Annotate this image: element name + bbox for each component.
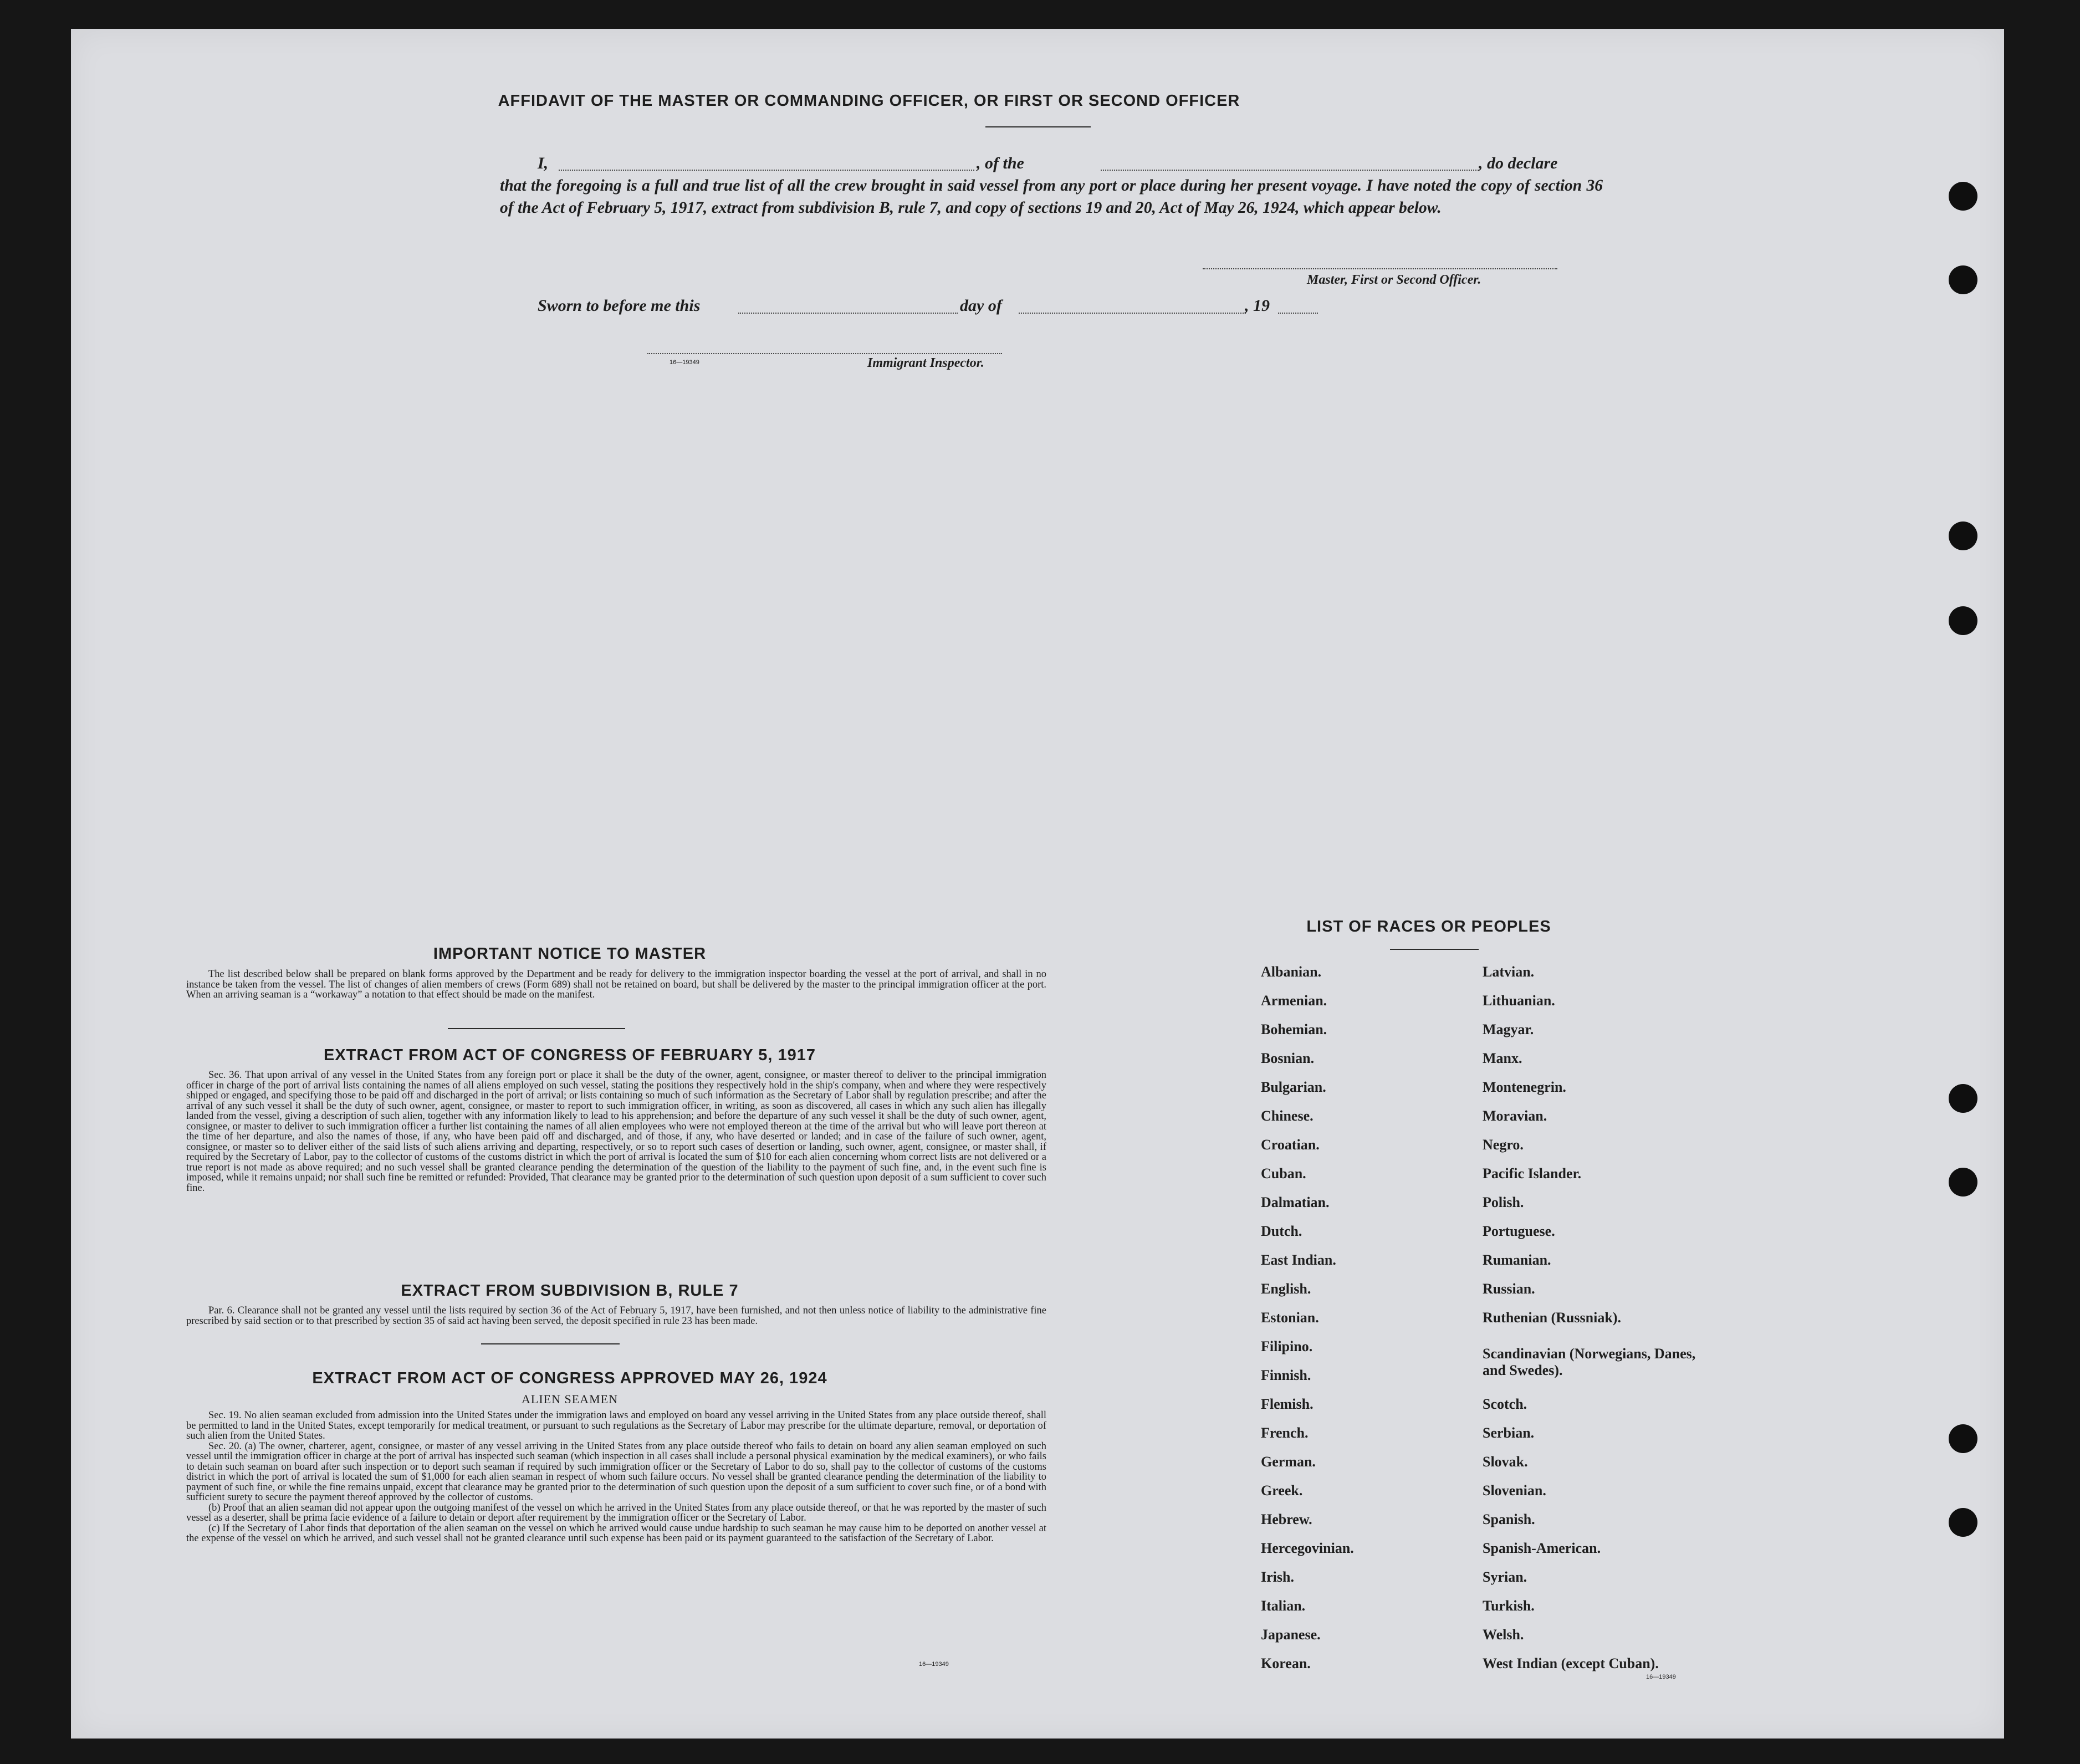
race-item: Moravian.	[1483, 1108, 1547, 1124]
race-item: Hercegovinian.	[1261, 1540, 1354, 1556]
section-20b-paragraph: (b) Proof that an alien seaman did not appear upon the outgoing manifest of the vessel on which he arrived in the United States from any place outside thereof, or that he was reported by the master of such vessel as a deserter, shall be prima facie evidence of a failure to detain or deport after requirement by the immigration officer or the Secretary of Labor.	[186, 1502, 1046, 1523]
race-item: Finnish.	[1261, 1367, 1311, 1383]
race-item: Scotch.	[1483, 1396, 1527, 1412]
affidavit-line1-start: I,	[538, 154, 549, 172]
race-item: Rumanian.	[1483, 1252, 1551, 1268]
race-item: Italian.	[1261, 1598, 1306, 1614]
affidavit-title: AFFIDAVIT OF THE MASTER OR COMMANDING OFFICER, OR FIRST OR SECOND OFFICER	[498, 92, 1240, 110]
paragraph-6: Par. 6. Clearance shall not be granted any vessel until the lists required by section 36 of the Act of February 5, 1917, have been furnished, and not then unless notice of liability to the administrative fine prescribed by said section or to that prescribed by section 35 of said act having been served, the deposit specified in rule 23 has been made.	[186, 1305, 1046, 1327]
binder-hole	[1949, 1084, 1977, 1113]
race-item: Dutch.	[1261, 1223, 1302, 1239]
race-item: Hebrew.	[1261, 1511, 1312, 1527]
race-item: West Indian (except Cuban).	[1483, 1655, 1659, 1671]
form-number: 16—19349	[1646, 1674, 1676, 1680]
race-item: Bohemian.	[1261, 1021, 1327, 1037]
race-item: Chinese.	[1261, 1108, 1314, 1124]
divider	[985, 126, 1091, 127]
master-signature-label: Master, First or Second Officer.	[1307, 273, 1481, 287]
race-item: Albanian.	[1261, 964, 1322, 980]
race-item: German.	[1261, 1454, 1316, 1470]
race-item: Bosnian.	[1261, 1050, 1315, 1066]
binder-hole	[1949, 182, 1977, 211]
race-item: Spanish.	[1483, 1511, 1535, 1527]
race-item: Scandinavian (Norwegians, Danes, and Swedes).	[1483, 1346, 1696, 1378]
race-item: Ruthenian (Russniak).	[1483, 1310, 1621, 1326]
vessel-name-field[interactable]	[1101, 170, 1479, 171]
race-item: Croatian.	[1261, 1137, 1320, 1153]
declarant-name-field[interactable]	[559, 170, 974, 171]
sworn-day-field[interactable]	[738, 313, 958, 314]
race-item: Welsh.	[1483, 1627, 1524, 1643]
race-item: Spanish-American.	[1483, 1540, 1601, 1556]
section-36-paragraph: Sec. 36. That upon arrival of any vessel in the United States from any foreign port or place it shall be the duty of the owner, agent, consignee, or master thereof to deliver to the principal immigration officer in charge of the port of arrival lists containing the names of all aliens employed on such vessel, stating the positions they respectively hold in the ship's company, when and where they were respectively shipped or engaged, and specifying those to be paid off and discharged in the port of arrival; or lists containing so much of such information as the Secretary of Labor shall by regulation prescribe; and after the arrival of any such vessel it shall be the duty of such owner, agent, consignee, or master to report to such immigration officer, in writing, as soon as discovered, all cases in which any such alien has illegally landed from the vessel, giving a description of such alien, together with any information likely to lead to his apprehension; and before the departure of any such vessel it shall be the duty of such owner, agent, consignee, or master to deliver to such immigration officer a further list containing the names of all alien employees who were not employed thereon at the time of the arrival but who will leave port thereon at the time of her departure, and also the names of those, if any, who have been paid off and discharged, and of those, if any, who have deserted or landed; and in case of the failure of such owner, agent, consignee, or master so to deliver either of the said lists of such aliens arriving and departing, respectively, or so to report such cases of desertion or landing, such owner, agent, consignee, or master shall, if required by the Secretary of Labor, pay to the collector of customs of the customs district in which the port of arrival is located the sum of $10 for each alien concerning whom correct lists are not delivered or a true report is not made as above required; and no such vessel shall be granted clearance pending the determination of the question of the liability to the payment of such fine, and, in the event such fine is imposed, while it remains unpaid; nor shall such fine be remitted or refunded: Provided, That clearance may be granted prior to the determination of such question upon deposit of a sum sufficient to cover such fine.	[186, 1070, 1046, 1194]
race-item: Armenian.	[1261, 993, 1327, 1009]
affidavit-line1-mid: , of the	[977, 154, 1024, 172]
binder-hole	[1949, 1168, 1977, 1197]
sworn-end: , 19	[1245, 296, 1270, 315]
binder-hole	[1949, 1424, 1977, 1453]
race-item: Korean.	[1261, 1655, 1311, 1671]
race-item: Cuban.	[1261, 1165, 1306, 1182]
divider	[481, 1343, 620, 1344]
extract-rule7-title: EXTRACT FROM SUBDIVISION B, RULE 7	[401, 1282, 739, 1300]
binder-hole	[1949, 265, 1977, 294]
race-item: Montenegrin.	[1483, 1079, 1566, 1095]
extract-rule7-text	[186, 1306, 1046, 1326]
extract-1917-text	[186, 1070, 1046, 1193]
race-item: Pacific Islander.	[1483, 1165, 1582, 1182]
races-title: LIST OF RACES OR PEOPLES	[1306, 918, 1551, 935]
alien-seamen-subtitle: ALIEN SEAMEN	[522, 1392, 618, 1406]
race-item: Filipino.	[1261, 1338, 1313, 1354]
extract-1924-title: EXTRACT FROM ACT OF CONGRESS APPROVED MAY 26, 1924	[312, 1369, 827, 1387]
sworn-year-field[interactable]	[1278, 313, 1318, 314]
extract-1924-text	[186, 1410, 1046, 1544]
notice-text	[186, 969, 1046, 1000]
document-page	[71, 29, 2004, 1739]
section-19-paragraph: Sec. 19. No alien seaman excluded from admission into the United States under the immigration laws and employed on board any vessel arriving in the United States from any place outside thereof, shall be permitted to land in the United States, except temporarily for medical treatment, or pursuant to such regulations as the Secretary of Labor may prescribe for the ultimate departure, removal, or deportation of such alien from the United States.	[186, 1410, 1046, 1441]
race-item: Turkish.	[1483, 1598, 1535, 1614]
affidavit-body: that the foregoing is a full and true list of all the crew brought in said vessel from any port or place during her present voyage. I have noted the copy of section 36 of the Act of February 5, 1917, extract from subdivision B, rule 7, and copy of sections 19 and 20, Act of May 26, 1924, which appear below.	[500, 177, 1603, 217]
race-item: Russian.	[1483, 1281, 1535, 1297]
race-item: Lithuanian.	[1483, 993, 1555, 1009]
race-item: Negro.	[1483, 1137, 1524, 1153]
binder-hole	[1949, 606, 1977, 635]
section-20a-paragraph: Sec. 20. (a) The owner, charterer, agent, consignee, or master of any vessel arriving in the United States from any place outside thereof who fails to detain on board any alien seaman employed on such vessel until the immigration officer in charge at the port of arrival has inspected such seaman (which inspection in all cases shall include a personal physical examination by the medical examiners), or who fails to detain such seaman on board after such inspection or to deport such seaman if required by such immigration officer or the Secretary of Labor to do so, shall pay to the collector of customs of the customs district in which the port of arrival is located the sum of $1,000 for each alien seaman in respect of whom such failure occurs. No vessel shall be granted clearance pending the determination of the liability to payment of such fine, or while the fine remains unpaid, except that clearance may be granted prior to the determination of such question upon the deposit of a sum sufficient to cover such fine, or of a bond with sufficient surety to secure the payment thereof approved by the collector of customs.	[186, 1440, 1046, 1503]
race-item: Slovak.	[1483, 1454, 1528, 1470]
form-number: 16—19349	[919, 1661, 949, 1668]
extract-1917-title: EXTRACT FROM ACT OF CONGRESS OF FEBRUARY 5, 1917	[323, 1046, 816, 1064]
section-20c-paragraph: (c) If the Secretary of Labor finds that deportation of the alien seaman on the vessel on which he arrived would cause undue hardship to such seaman he may cause him to be deported on another vessel at the expense of the vessel on which he arrived, and such vessel shall not be granted clearance until such expense has been paid or its payment guaranteed to the satisfaction of the Secretary of Labor.	[186, 1522, 1046, 1544]
race-item: East Indian.	[1261, 1252, 1336, 1268]
affidavit-line1-end: , do declare	[1479, 154, 1558, 172]
sworn-start: Sworn to before me this	[538, 296, 701, 315]
binder-hole	[1949, 521, 1977, 550]
race-item: Manx.	[1483, 1050, 1522, 1066]
race-item: Portuguese.	[1483, 1223, 1555, 1239]
race-item: Flemish.	[1261, 1396, 1314, 1412]
race-item: Japanese.	[1261, 1627, 1321, 1643]
race-item: French.	[1261, 1425, 1309, 1441]
inspector-signature-field[interactable]	[647, 353, 1002, 354]
race-item: Greek.	[1261, 1482, 1303, 1499]
race-item: Irish.	[1261, 1569, 1294, 1585]
race-item: Latvian.	[1483, 964, 1535, 980]
race-item: English.	[1261, 1281, 1311, 1297]
race-item: Estonian.	[1261, 1310, 1319, 1326]
master-signature-field[interactable]	[1203, 268, 1557, 269]
race-item: Magyar.	[1483, 1021, 1534, 1037]
race-item: Dalmatian.	[1261, 1194, 1330, 1210]
divider	[448, 1028, 625, 1029]
race-item: Polish.	[1483, 1194, 1524, 1210]
binder-hole	[1949, 1508, 1977, 1537]
form-number: 16—19349	[670, 359, 699, 366]
sworn-month-field[interactable]	[1019, 313, 1246, 314]
race-item: Syrian.	[1483, 1569, 1527, 1585]
race-item: Slovenian.	[1483, 1482, 1546, 1499]
race-item: Serbian.	[1483, 1425, 1535, 1441]
notice-paragraph: The list described below shall be prepared on blank forms approved by the Department and be ready for delivery to the immigration inspector boarding the vessel at the port of arrival, and shall in no instance be taken from the vessel. The list of changes of alien members of crews (Form 689) shall not be retained on board, but shall be delivered by the master to the principal immigration officer at the port. When an arriving seaman is a “workaway” a notation to that effect should be made on the manifest.	[186, 969, 1046, 1000]
divider	[1390, 949, 1479, 950]
race-item: Bulgarian.	[1261, 1079, 1326, 1095]
notice-title: IMPORTANT NOTICE TO MASTER	[433, 945, 707, 963]
inspector-label: Immigrant Inspector.	[867, 356, 984, 370]
sworn-mid: day of	[960, 296, 1002, 315]
